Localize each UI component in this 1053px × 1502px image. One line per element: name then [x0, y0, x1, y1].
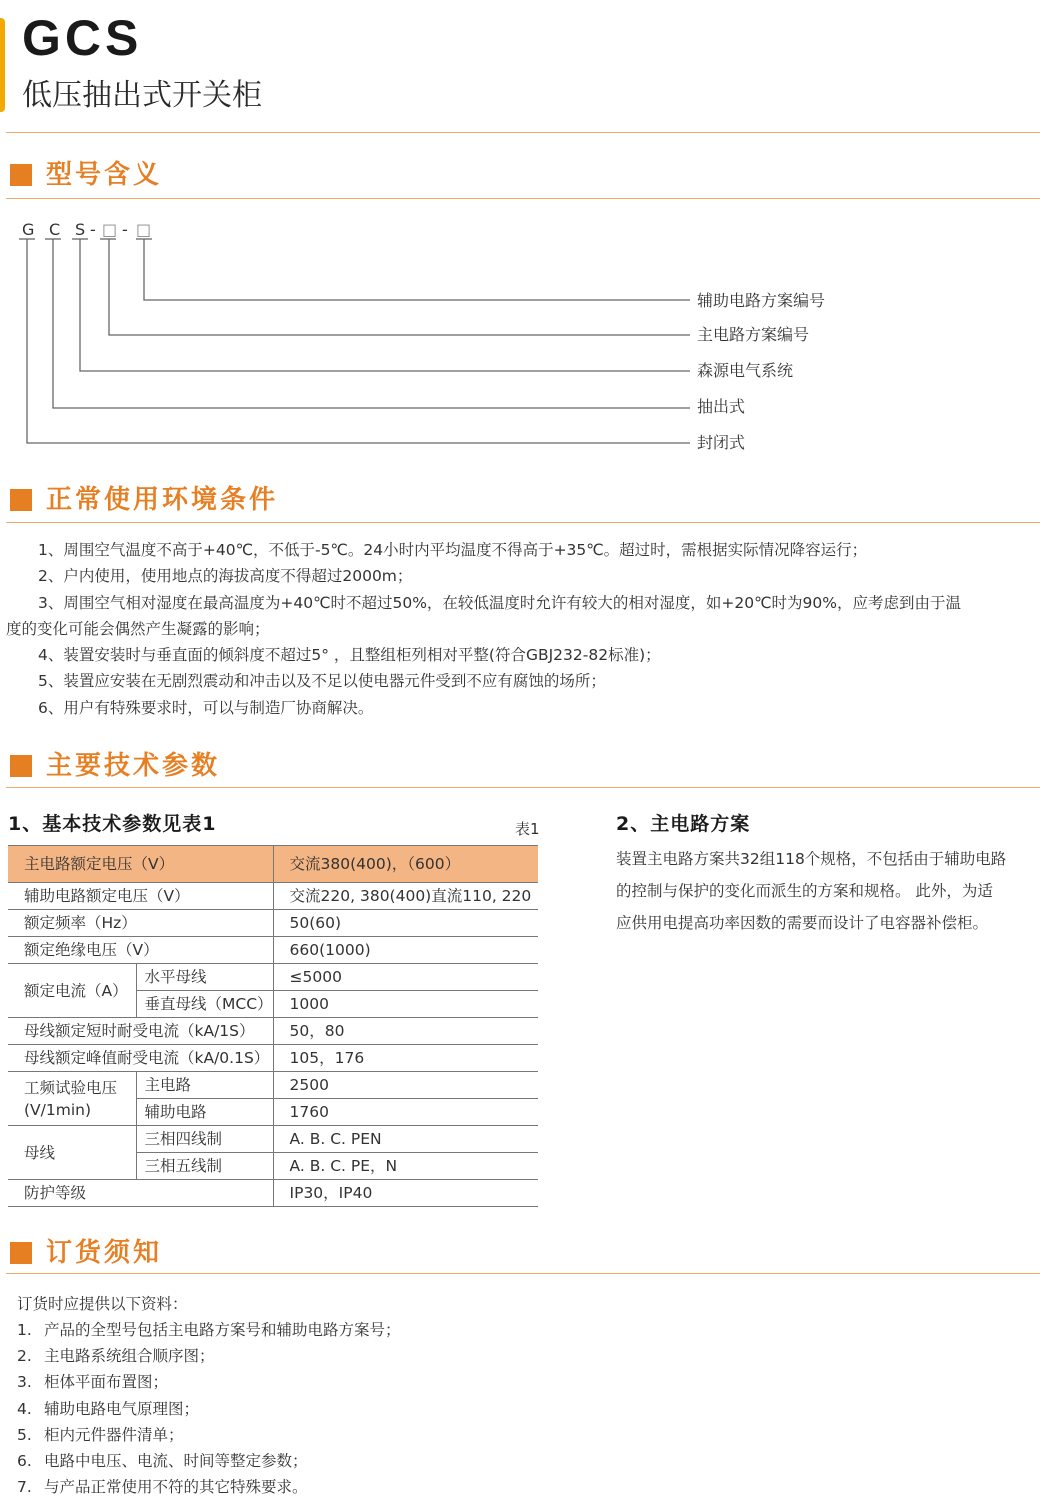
model-code-part: □	[102, 220, 118, 239]
model-code-part: □	[136, 220, 152, 239]
table-row	[8, 910, 538, 937]
table-row	[8, 1126, 538, 1153]
table-row	[8, 1045, 538, 1072]
order-item	[17, 1448, 401, 1474]
order-item-number: 5.	[17, 1425, 32, 1444]
model-code-part: -	[122, 220, 128, 239]
table-row	[8, 1018, 538, 1045]
section-heading-environment	[10, 484, 278, 516]
section-heading-tech	[10, 750, 220, 782]
order-item-text: 柜体平面布置图；	[44, 1373, 169, 1392]
order-list	[17, 1317, 401, 1500]
table-row	[8, 846, 538, 883]
table-cell-value: 50，80	[273, 1018, 538, 1045]
order-item-text: 电路中电压、电流、时间等整定参数；	[44, 1452, 308, 1471]
section-heading-model	[10, 159, 162, 191]
square-bullet-icon	[10, 164, 32, 186]
section-title: 正常使用环境条件	[46, 485, 279, 515]
environment-item: 4、装置安装时与垂直面的倾斜度不超过5° ，且整组柜列相对平整(符合GBJ232-82标准)；	[38, 646, 661, 664]
table-cell-label	[8, 1072, 136, 1126]
table-cell-value: A. B. C. PE，N	[273, 1153, 538, 1180]
table-cell-value: 660(1000)	[273, 937, 538, 964]
order-item	[17, 1369, 401, 1395]
order-item	[17, 1343, 401, 1369]
table-cell-value: 1000	[273, 991, 538, 1018]
environment-item: 2、户内使用，使用地点的海拔高度不得超过2000m；	[38, 567, 413, 585]
circuit-line: 装置主电路方案共32组118个规格，不包括由于辅助电路	[616, 850, 1007, 868]
order-item	[17, 1317, 401, 1343]
model-code-part: -	[90, 220, 96, 239]
environment-item: 3、周围空气相对湿度在最高温度为+40℃时不超过50%，在较低温度时允许有较大的相对湿度，如+20℃时为90%，应考虑到由于温	[38, 594, 962, 612]
circuit-line: 应供用电提高功率因数的需要而设计了电容器补偿柜。	[616, 914, 989, 932]
model-code-part: G	[22, 220, 35, 239]
table-row	[8, 883, 538, 910]
circuit-description	[616, 843, 1006, 939]
table-cell-label-line: 工频试验电压	[24, 1078, 118, 1097]
order-item-text: 辅助电路电气原理图；	[44, 1399, 200, 1418]
order-item	[17, 1396, 401, 1422]
section-title: 主要技术参数	[46, 751, 221, 781]
table-cell-sublabel: 三相五线制	[136, 1153, 273, 1180]
order-item-text: 柜内元件器件清单；	[44, 1425, 184, 1444]
order-item-number: 1.	[17, 1321, 32, 1339]
table-cell-value: A. B. C. PEN	[273, 1126, 538, 1153]
legend-label: 主电路方案编号	[697, 325, 810, 344]
table-cell-sublabel: 垂直母线（MCC）	[136, 991, 273, 1018]
legend-label: 抽出式	[697, 397, 746, 416]
order-intro: 订货时应提供以下资料：	[17, 1295, 188, 1313]
divider	[6, 198, 1040, 199]
legend-label: 辅助电路方案编号	[697, 291, 826, 310]
table-cell-label: 主电路额定电压（V）	[8, 846, 273, 883]
square-bullet-icon	[10, 489, 32, 511]
table-cell-value: 2500	[273, 1072, 538, 1099]
table-cell-label-line: (V/1min)	[24, 1100, 92, 1119]
table-cell-value: 交流220, 380(400)直流110, 220	[273, 883, 538, 910]
divider	[6, 1273, 1040, 1274]
table-row	[8, 937, 538, 964]
square-bullet-icon	[10, 1242, 32, 1264]
brand-title: GCS	[22, 10, 143, 66]
divider	[6, 787, 1040, 788]
table-cell-value: ≤5000	[273, 964, 538, 991]
order-item-text: 与产品正常使用不符的其它特殊要求。	[44, 1478, 308, 1497]
table-row	[8, 1072, 538, 1099]
model-code-part: S	[75, 220, 86, 239]
divider	[6, 522, 1040, 523]
order-item-number: 4.	[17, 1399, 32, 1418]
table-tag: 表1	[515, 820, 540, 838]
section-heading-order	[10, 1237, 162, 1269]
accent-bar	[0, 18, 5, 112]
table-row	[8, 1180, 538, 1207]
table-cell-label: 辅助电路额定电压（V）	[8, 883, 273, 910]
table-cell-sublabel: 主电路	[136, 1072, 273, 1099]
table-cell-label: 母线额定短时耐受电流（kA/1S）	[8, 1018, 273, 1045]
table-cell-value: IP30，IP40	[273, 1180, 538, 1207]
table-row	[8, 964, 538, 991]
table-cell-label: 母线额定峰值耐受电流（kA/0.1S）	[8, 1045, 273, 1072]
table-cell-value: 50(60)	[273, 910, 538, 937]
table-cell-sublabel: 辅助电路	[136, 1099, 273, 1126]
table-cell-label: 母线	[8, 1126, 136, 1180]
order-item-number: 3.	[17, 1373, 32, 1392]
table-cell-label: 额定电流（A）	[8, 964, 136, 1018]
table-cell-sublabel: 三相四线制	[136, 1126, 273, 1153]
circuit-line: 的控制与保护的变化而派生的方案和规格。 此外，为适	[616, 882, 993, 900]
table-cell-value: 105，176	[273, 1045, 538, 1072]
section-title: 型号含义	[46, 160, 163, 190]
table-cell-label: 防护等级	[8, 1180, 273, 1207]
order-item-number: 2.	[17, 1347, 32, 1366]
environment-item: 度的变化可能会偶然产生凝露的影响；	[6, 620, 270, 638]
table-cell-value: 1760	[273, 1099, 538, 1126]
model-code-part: C	[49, 220, 61, 239]
order-item-text: 主电路系统组合顺序图；	[44, 1347, 215, 1366]
order-item	[17, 1474, 401, 1500]
order-item-number: 6.	[17, 1452, 32, 1471]
square-bullet-icon	[10, 755, 32, 777]
circuit-title: 2、主电路方案	[616, 813, 751, 835]
table-cell-label: 额定频率（Hz）	[8, 910, 273, 937]
environment-item: 6、用户有特殊要求时，可以与制造厂协商解决。	[38, 699, 374, 717]
legend-label: 封闭式	[697, 433, 746, 452]
tech-params-table	[8, 845, 538, 1207]
page-subtitle: 低压抽出式开关柜	[22, 78, 262, 113]
order-item-text: 产品的全型号包括主电路方案号和辅助电路方案号；	[44, 1321, 401, 1339]
order-item-number: 7.	[17, 1478, 32, 1497]
table-cell-value: 交流380(400)，（600）	[273, 846, 538, 883]
table-cell-sublabel: 水平母线	[136, 964, 273, 991]
section-title: 订货须知	[46, 1238, 163, 1268]
environment-item: 1、周围空气温度不高于+40℃，不低于-5℃。24小时内平均温度不得高于+35℃。超过时，需根据实际情况降容运行；	[38, 541, 868, 559]
model-legend-lines	[0, 238, 690, 450]
table-title: 1、基本技术参数见表1	[8, 813, 217, 835]
divider	[6, 132, 1040, 133]
order-item	[17, 1422, 401, 1448]
table-cell-label: 额定绝缘电压（V）	[8, 937, 273, 964]
legend-label: 森源电气系统	[697, 361, 794, 380]
environment-item: 5、装置应安装在无剧烈震动和冲击以及不足以使电器元件受到不应有腐蚀的场所；	[38, 672, 606, 690]
